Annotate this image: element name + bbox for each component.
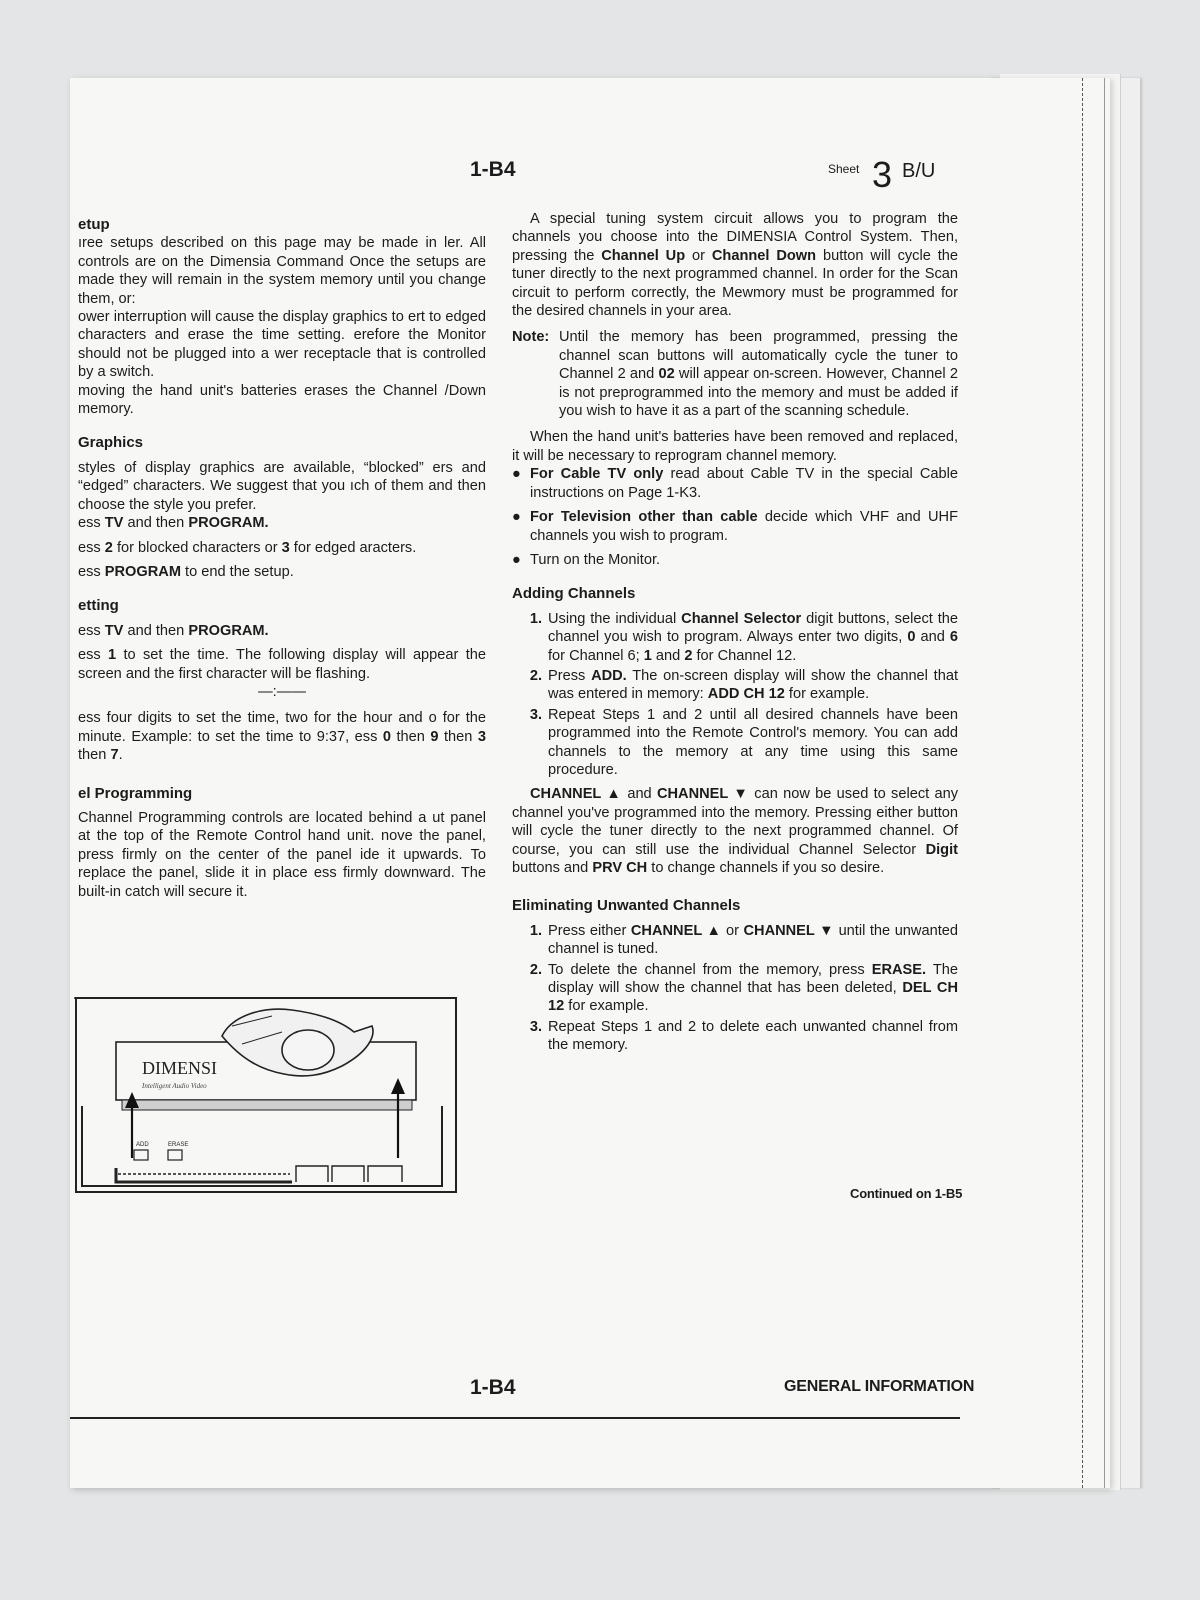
footer-section-title: GENERAL INFORMATION: [784, 1378, 975, 1395]
header-sheet-number: 3: [872, 154, 893, 195]
figure-erase-label: ERASE: [168, 1142, 189, 1148]
note-text: Until the memory has been programmed, pressing the channel scan buttons will automatically cycle the tuner to Channel 2 and 02 will appear on-screen. However, Channel 2 is not preprogrammed into the memory and must be added if you wish to have it as a part of the scanning schedule.: [559, 329, 958, 420]
bullet-dot: ●: [512, 466, 521, 483]
time-heading: etting: [78, 597, 119, 615]
bullet-cable: ● For Cable TV only read about Cable TV in the special Cable instructions on Page 1-K3.: [512, 466, 959, 501]
header-sheet-label: Sheet: [828, 162, 860, 176]
note-block: [512, 328, 958, 420]
remote-panel-illustration: [72, 996, 460, 1196]
graphics-step-1: ess TV and then PROGRAM.: [78, 515, 269, 532]
right-column: [512, 210, 958, 1055]
graphics-heading: Graphics: [78, 434, 144, 452]
bullet-dot: ●: [512, 551, 521, 568]
figure-add-label: ADD: [136, 1142, 149, 1148]
list-item: 1. Press either CHANNEL ▲ or CHANNEL ▼ until the unwanted channel is tuned.: [529, 922, 958, 958]
document-page: [70, 78, 1110, 1488]
list-item: 2. To delete the channel from the memory, press ERASE. The display will show the channel that has been deleted, DEL CH 12 for example.: [529, 961, 959, 1015]
list-item: 3. Repeat Steps 1 and 2 to delete each unwanted channel from the memory.: [529, 1018, 958, 1054]
list-item: 3. Repeat Steps 1 and 2 until all desired channels have been programmed into the Remote Control's memory. You can add channels to the memory at any time using this same procedure.: [529, 706, 958, 778]
batteries-paragraph: When the hand unit's batteries have been removed and replaced, it will be necessary to reprogram channel memory.: [512, 429, 958, 464]
page-fold-line: [1082, 78, 1084, 1488]
footer-rule: [70, 1417, 960, 1419]
figure-erase-button: [168, 1150, 182, 1160]
figure-add-button: [134, 1150, 148, 1160]
bullet-monitor: ● Turn on the Monitor.: [512, 551, 661, 568]
list-item: 2. Press ADD. The on-screen display will show the channel that was entered in memory: ADD CH 12 for example.: [529, 667, 959, 703]
graphics-paragraph: styles of display graphics are available, “blocked” ers and “edged” characters. We suggest that you ıch of them and then choose the style you prefer.: [78, 459, 486, 513]
time-step-3: ess four digits to set the time, two for the hour and o for the minute. Example: to set the time to 9:37, ess 0 then 9 then 3 then 7.: [78, 710, 486, 764]
programming-paragraph: Channel Programming controls are located behind a ut panel at the top of the Remote Control hand unit. nove the panel, press firmly on the center of the panel ide it upwards. To replace the panel, slide it in place ess firmly downward. The built-in catch will secure it.: [78, 809, 486, 900]
programming-heading: el Programming: [78, 784, 193, 802]
time-step-1: ess TV and then PROGRAM.: [78, 622, 269, 639]
page-edge-line: [1104, 78, 1105, 1488]
setup-paragraph-2: ower interruption will cause the display graphics to ert to edged characters and erase the time setting. erefore the Monitor should not be plugged into a wer receptacle that is controlled by a switch.: [78, 309, 486, 381]
setup-paragraph-3: moving the hand unit's batteries erases the Channel /Down memory.: [78, 382, 486, 418]
header-sheet-suffix: B/U: [902, 160, 936, 182]
eliminating-channels-list: [512, 922, 958, 1055]
graphics-step-2: ess 2 for blocked characters or 3 for edged aracters.: [78, 539, 417, 556]
adding-channels-list: [512, 610, 958, 780]
figure-tagline: Intelligent Audio Video: [142, 1082, 207, 1090]
graphics-step-3: ess PROGRAM to end the setup.: [78, 563, 294, 580]
left-column: [78, 216, 486, 901]
header-page-code: 1-B4: [470, 158, 516, 181]
channel-buttons-paragraph: CHANNEL ▲ and CHANNEL ▼ can now be used to select any channel you've programmed into the memory. Pressing either button will cycle the tuner directly to the next programmed channel. Of course, you can still use the individual Channel Selector Digit buttons and PRV CH to change channels if you so desire.: [512, 786, 958, 876]
adding-channels-heading: Adding Channels: [512, 585, 636, 603]
bullet-dot: ●: [512, 509, 521, 526]
setup-paragraph-1: ıree setups described on this page may be made in ler. All controls are on the Dimensia Command Once the setups are made they will remain in the system memory until you change them, or:: [78, 235, 486, 307]
eliminating-channels-heading: Eliminating Unwanted Channels: [512, 897, 741, 915]
bullet-television: ● For Television other than cable decide which VHF and UHF channels you wish to program.: [512, 509, 958, 544]
setup-heading: etup: [78, 216, 110, 233]
note-label: Note:: [512, 329, 550, 346]
figure-brand: DIMENSI: [142, 1058, 217, 1078]
time-display: —:——: [258, 683, 306, 700]
continued-note: Continued on 1-B5: [850, 1186, 963, 1201]
time-step-2: ess 1 to set the time. The following display will appear the screen and the first character will be flashing.: [78, 647, 486, 682]
intro-paragraph: A special tuning system circuit allows you to program the channels you choose into the DIMENSIA Control System. Then, pressing the Channel Up or Channel Down button will cycle the tuner directly to the next programmed channel. In order for the Scan circuit to perform correctly, the Mewmory must be programmed for the desired channels in your area.: [512, 211, 958, 320]
footer-page-code: 1-B4: [470, 1376, 516, 1399]
list-item: 1. Using the individual Channel Selector digit buttons, select the channel you wish to program. Always enter two digits, 0 and 6 for Channel 6; 1 and 2 for Channel 12.: [529, 610, 958, 664]
thumb-illustration: [282, 1030, 334, 1070]
